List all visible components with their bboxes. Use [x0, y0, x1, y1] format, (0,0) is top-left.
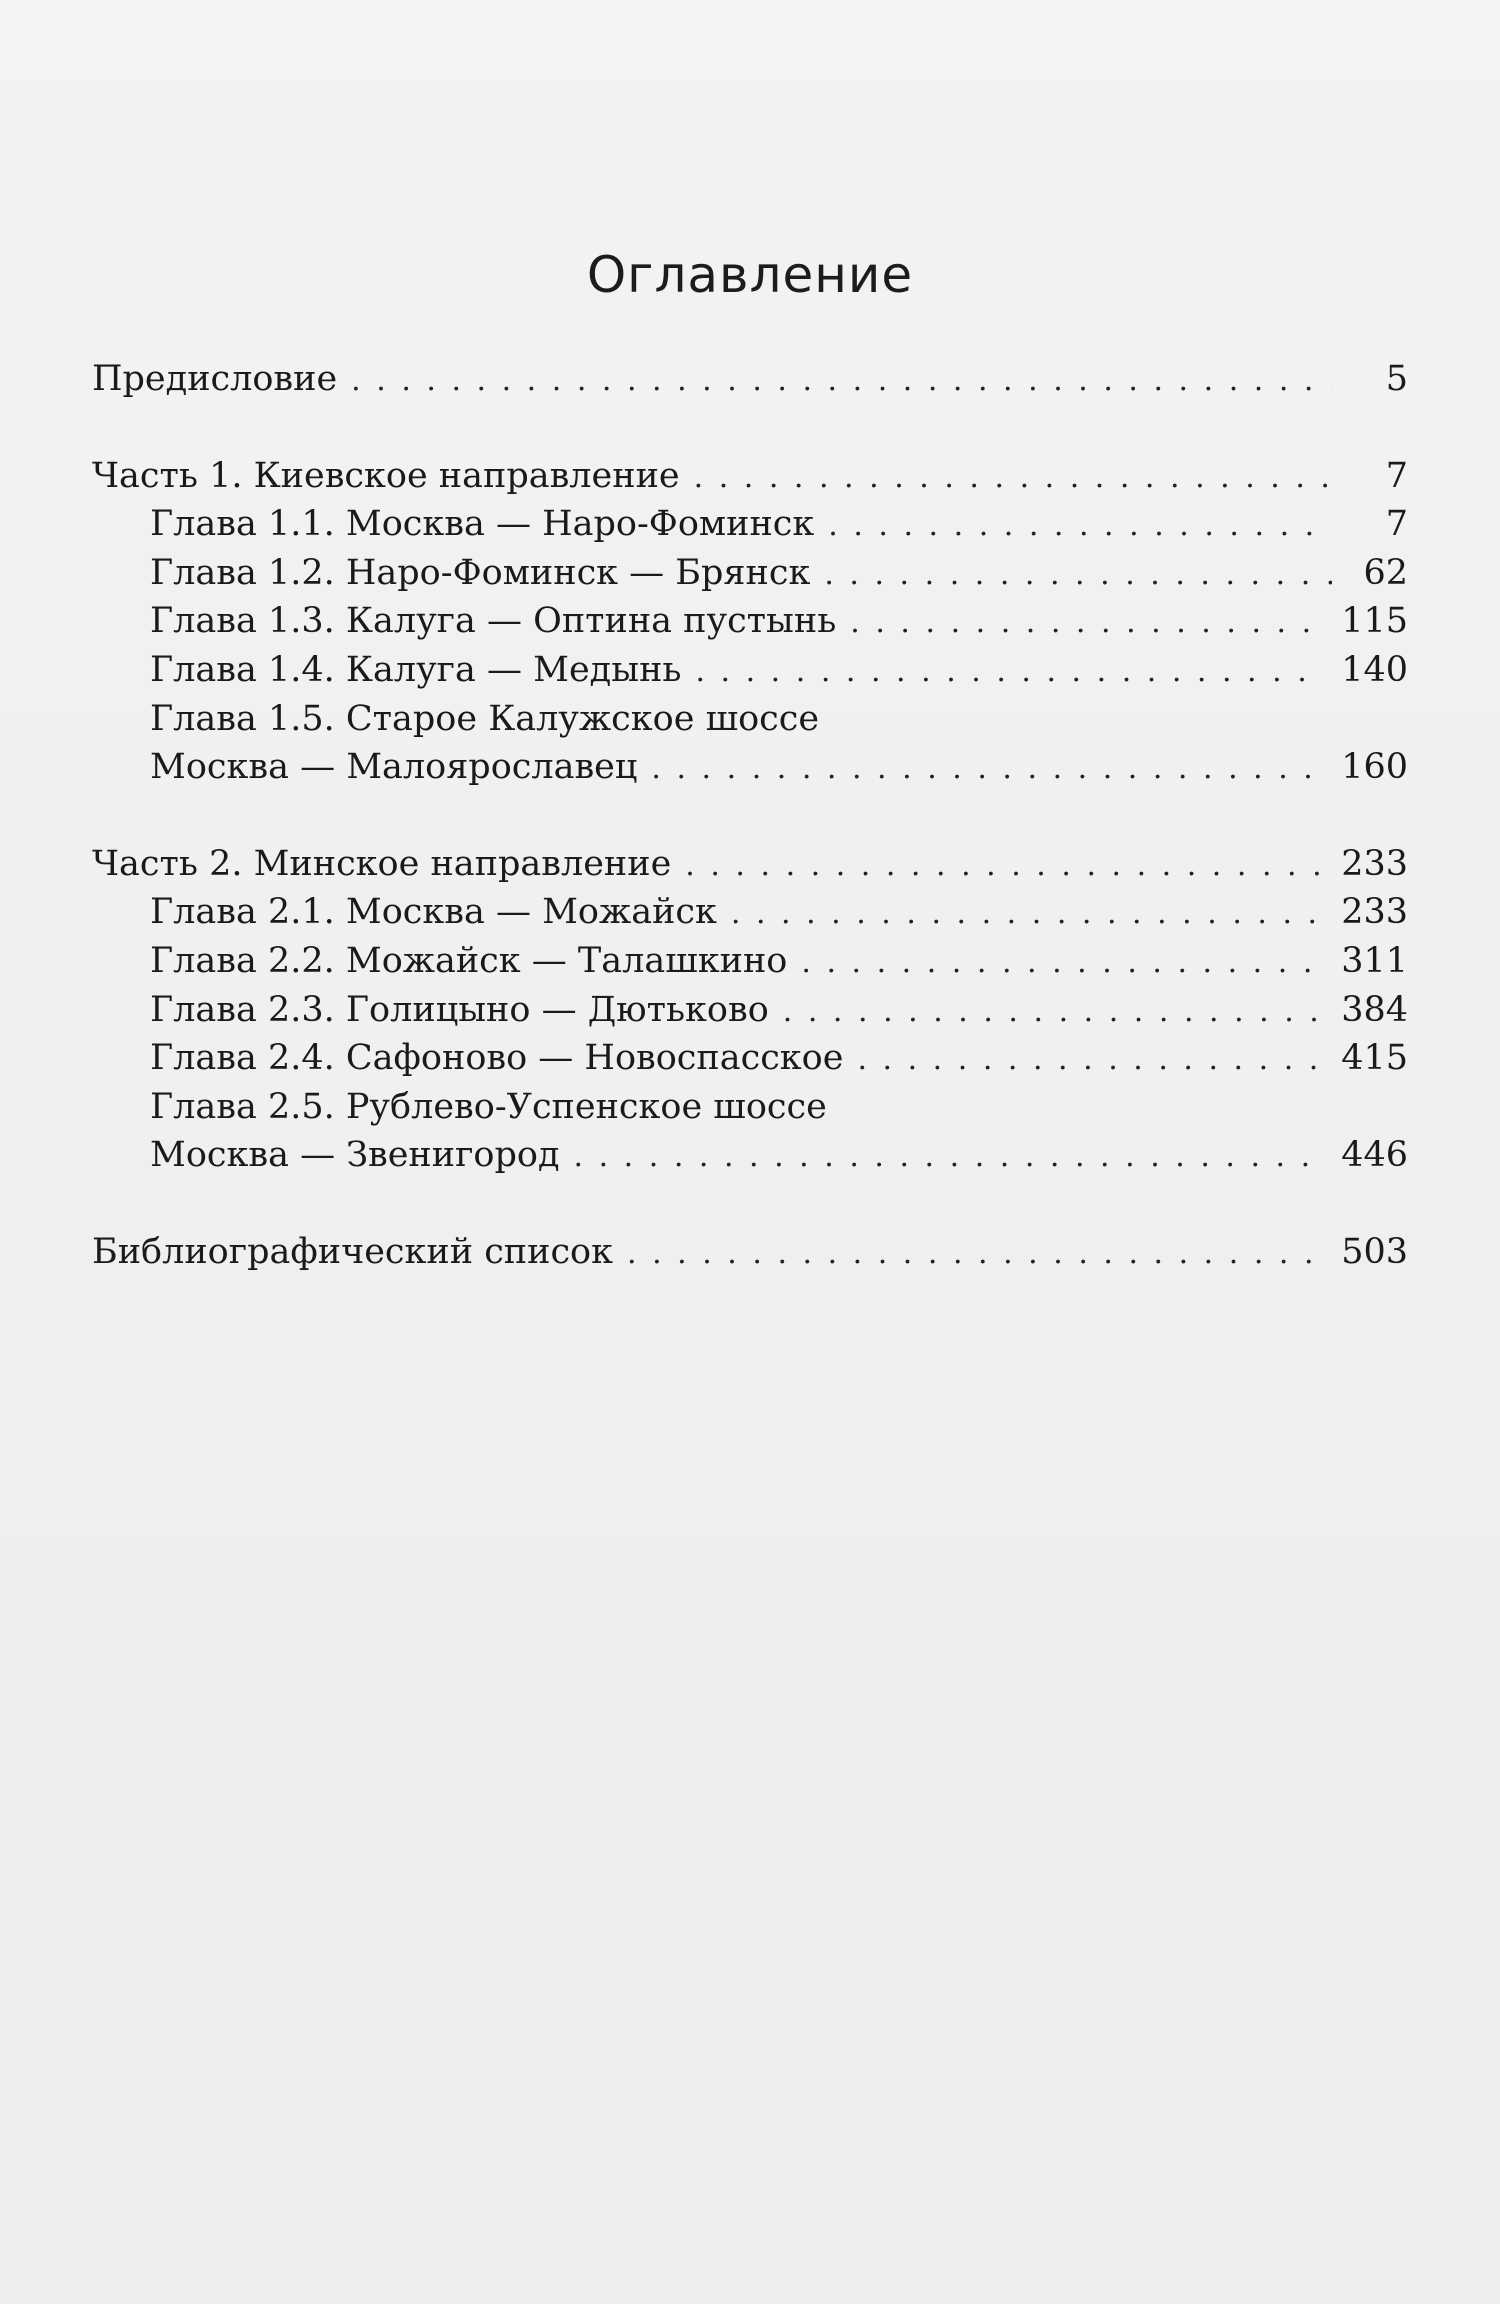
toc-chapter-entry — [92, 549, 1408, 598]
toc-page-number: 311 — [1341, 940, 1408, 981]
toc-chapter-entry — [92, 743, 1408, 792]
toc-page-number: 233 — [1341, 843, 1408, 884]
page-title: Оглавление — [586, 246, 914, 304]
toc-chapter-entry — [92, 1131, 1408, 1180]
toc-entry-label: Глава 1.2. Наро-Фоминск — Брянск — [150, 552, 811, 593]
toc-page-number: 160 — [1341, 747, 1408, 788]
toc-page-number: 7 — [1385, 504, 1408, 545]
toc-entry-label: Библиографический список — [92, 1231, 614, 1272]
toc-leader-dots — [824, 551, 1332, 599]
toc-chapter-entry — [92, 1034, 1408, 1083]
toc-page-number: 233 — [1341, 892, 1408, 933]
toc-entry-label: Часть 1. Киевское направление — [92, 455, 680, 496]
toc-page-number: 115 — [1341, 601, 1408, 642]
table-of-contents — [92, 355, 1408, 1277]
toc-chapter-entry — [92, 500, 1408, 549]
toc-entry-label: Глава 1.1. Москва — Наро-Фоминск — [150, 504, 815, 545]
toc-entry-label: Глава 2.2. Можайск — Талашкино — [150, 940, 788, 981]
toc-page-number: 5 — [1385, 359, 1408, 399]
toc-page-number: 415 — [1341, 1038, 1408, 1079]
toc-leader-dots — [731, 890, 1325, 938]
toc-chapter-entry — [92, 597, 1408, 646]
toc-entry-label: Часть 2. Минское направление — [92, 843, 672, 884]
toc-chapter-entry — [92, 986, 1408, 1035]
toc-part-entry — [92, 355, 1408, 404]
toc-part-entry — [92, 452, 1408, 501]
toc-chapter-entry — [92, 888, 1408, 937]
toc-leader-dots — [685, 842, 1325, 890]
toc-entry-label: Москва — Малоярославец — [150, 747, 638, 788]
toc-entry-label: Глава 2.4. Сафоново — Новоспасское — [150, 1038, 844, 1079]
toc-page-number: 384 — [1341, 989, 1408, 1030]
toc-leader-dots — [801, 939, 1325, 987]
toc-entry-label: Глава 1.3. Калуга — Оптина пустынь — [150, 601, 837, 642]
toc-chapter-entry — [92, 1083, 1408, 1132]
toc-page-number: 62 — [1363, 552, 1408, 593]
toc-leader-dots — [651, 745, 1325, 793]
toc-chapter-entry — [92, 937, 1408, 986]
toc-entry-label: Глава 2.1. Москва — Можайск — [150, 892, 717, 933]
toc-entry-label: Глава 1.5. Старое Калужское шоссе — [150, 698, 820, 739]
toc-part-entry — [92, 840, 1408, 889]
toc-entry-label: Глава 2.5. Рублево-Успенское шоссе — [150, 1086, 827, 1127]
toc-entry-label: Глава 1.4. Калуга — Медынь — [150, 649, 682, 690]
toc-page-number: 7 — [1385, 455, 1408, 496]
toc-entry-label: Глава 2.3. Голицыно — Дютьково — [150, 989, 769, 1030]
toc-leader-dots — [694, 454, 1332, 502]
toc-leader-dots — [351, 357, 1332, 405]
toc-entry-label: Предисловие — [92, 359, 338, 399]
toc-chapter-entry — [92, 695, 1408, 744]
toc-leader-dots — [627, 1230, 1325, 1278]
toc-page-number: 503 — [1341, 1231, 1408, 1272]
toc-entry-label: Москва — Звенигород — [150, 1135, 560, 1176]
toc-part-entry — [92, 1228, 1408, 1277]
toc-leader-dots — [828, 502, 1332, 550]
toc-leader-dots — [574, 1133, 1326, 1181]
toc-leader-dots — [850, 599, 1325, 647]
toc-leader-dots — [857, 1036, 1325, 1084]
toc-leader-dots — [695, 648, 1325, 696]
toc-chapter-entry — [92, 646, 1408, 695]
toc-leader-dots — [783, 988, 1325, 1036]
toc-page-number: 446 — [1341, 1135, 1408, 1176]
toc-page-number: 140 — [1341, 649, 1408, 690]
